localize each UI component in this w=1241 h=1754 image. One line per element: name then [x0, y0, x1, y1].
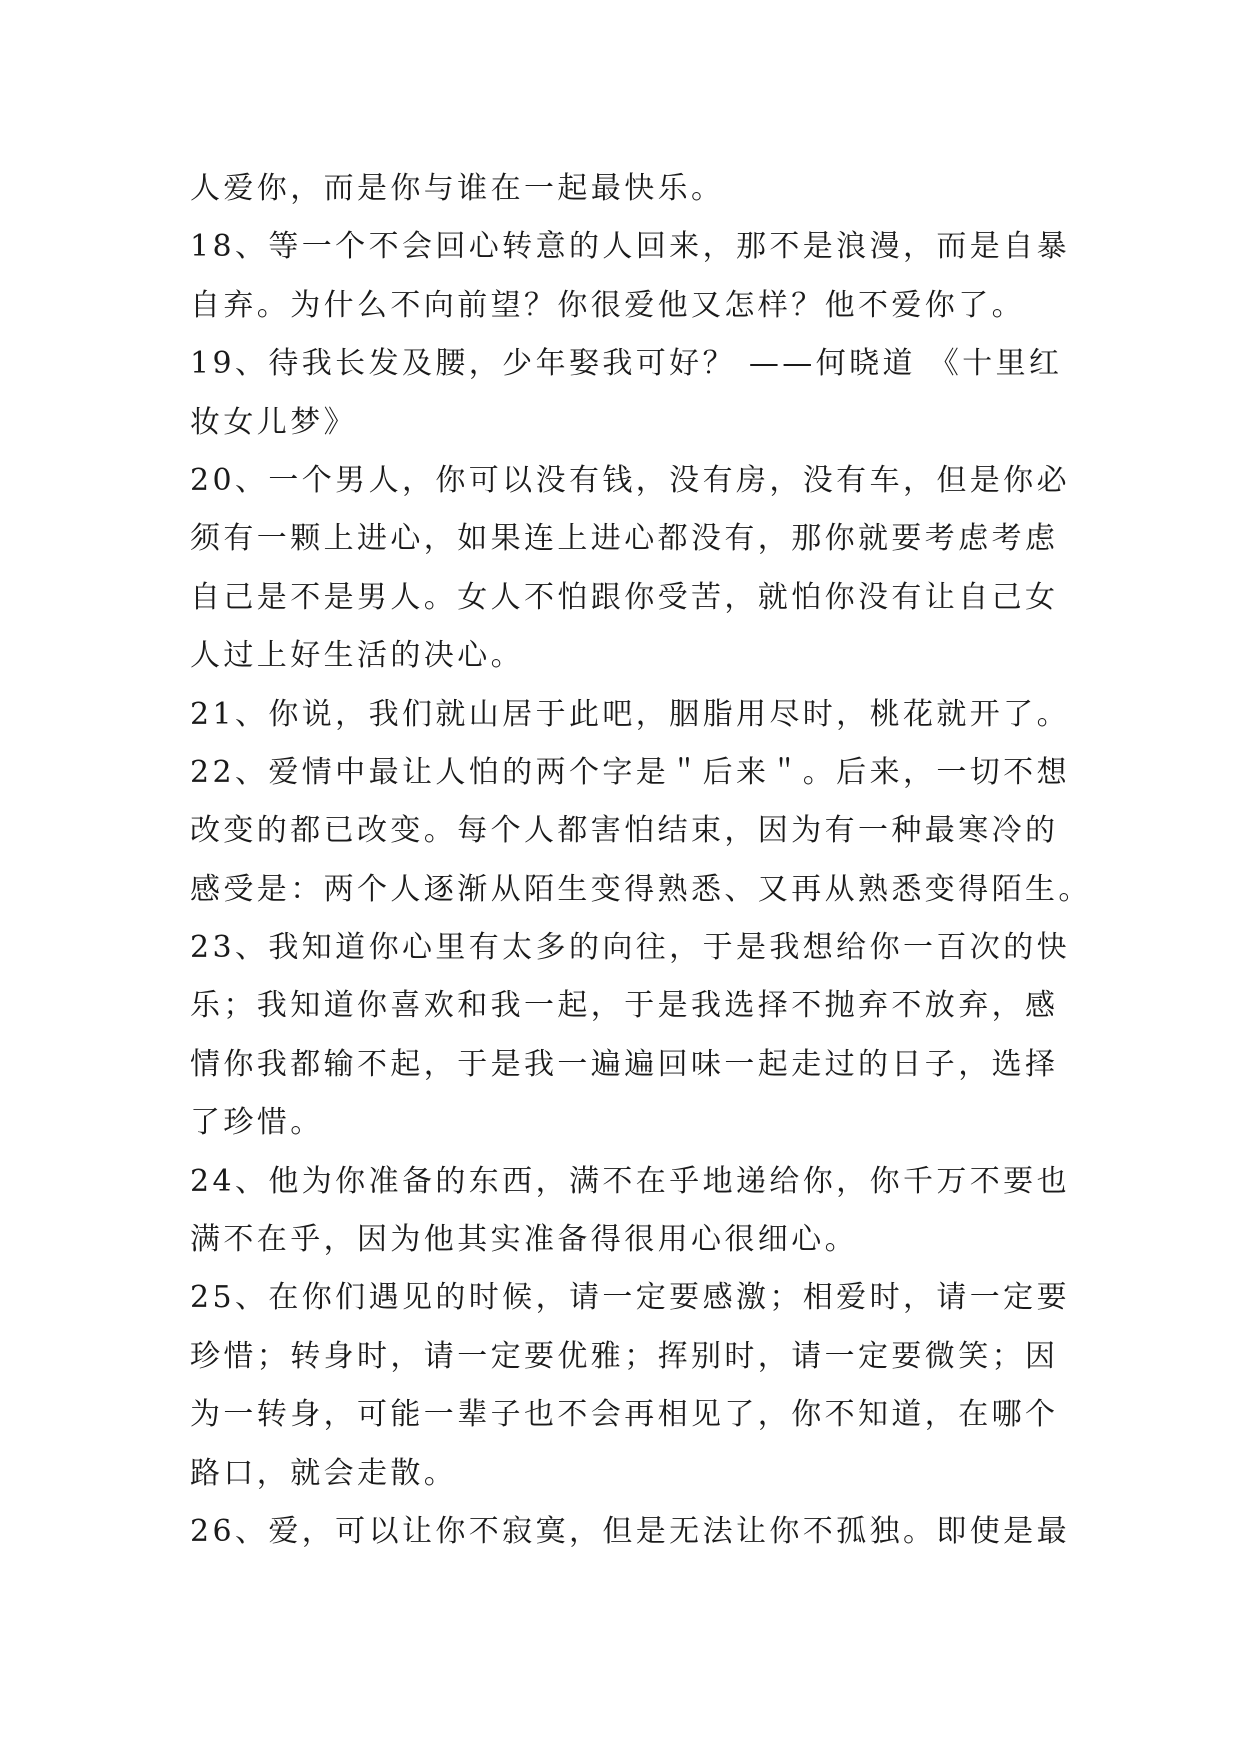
- text-line: 人过上好生活的决心。: [190, 638, 524, 674]
- text-line: 乐；我知道你喜欢和我一起，于是我选择不抛弃不放弃，感: [190, 988, 1059, 1024]
- text-line: 妆女儿梦》: [190, 404, 357, 440]
- text-line: 为一转身，可能一辈子也不会再相见了，你不知道，在哪个: [190, 1397, 1059, 1433]
- text-line: 情你我都输不起，于是我一遍遍回味一起走过的日子，选择: [190, 1046, 1059, 1082]
- text-line: 路口，就会走散。: [190, 1455, 458, 1491]
- text-line: 改变的都已改变。每个人都害怕结束，因为有一种最寒冷的: [190, 813, 1059, 849]
- text-line: 珍惜；转身时，请一定要优雅；挥别时，请一定要微笑；因: [190, 1338, 1059, 1374]
- text-line: 自弃。为什么不向前望？你很爱他又怎样？他不爱你了。: [190, 287, 1025, 323]
- text-line: 23、我知道你心里有太多的向往，于是我想给你一百次的快: [190, 930, 1070, 966]
- text-line: 26、爱，可以让你不寂寞，但是无法让你不孤独。即使是最: [190, 1513, 1070, 1549]
- text-line: 20、一个男人，你可以没有钱，没有房，没有车，但是你必: [190, 462, 1070, 498]
- text-line: 19、待我长发及腰，少年娶我可好？ ——何晓道 《十里红: [190, 346, 1063, 382]
- text-line: 满不在乎，因为他其实准备得很用心很细心。: [190, 1222, 858, 1258]
- text-line: 18、等一个不会回心转意的人回来，那不是浪漫，而是自暴: [190, 229, 1070, 265]
- text-line: 自己是不是男人。女人不怕跟你受苦，就怕你没有让自己女: [190, 579, 1059, 615]
- text-line: 感受是：两个人逐渐从陌生变得熟悉、又再从熟悉变得陌生。: [190, 871, 1092, 907]
- text-line: 了珍惜。: [190, 1105, 324, 1141]
- text-line: 21、你说，我们就山居于此吧，胭脂用尽时，桃花就开了。: [190, 696, 1070, 732]
- text-line: 25、在你们遇见的时候，请一定要感激；相爱时，请一定要: [190, 1280, 1070, 1316]
- text-line: 24、他为你准备的东西，满不在乎地递给你，你千万不要也: [190, 1163, 1070, 1199]
- body-text: [190, 160, 1090, 1561]
- text-line: 22、爱情中最让人怕的两个字是＂后来＂。后来，一切不想: [190, 754, 1070, 790]
- text-line: 人爱你，而是你与谁在一起最快乐。: [190, 171, 725, 206]
- text-line: 须有一颗上进心，如果连上进心都没有，那你就要考虑考虑: [190, 521, 1059, 557]
